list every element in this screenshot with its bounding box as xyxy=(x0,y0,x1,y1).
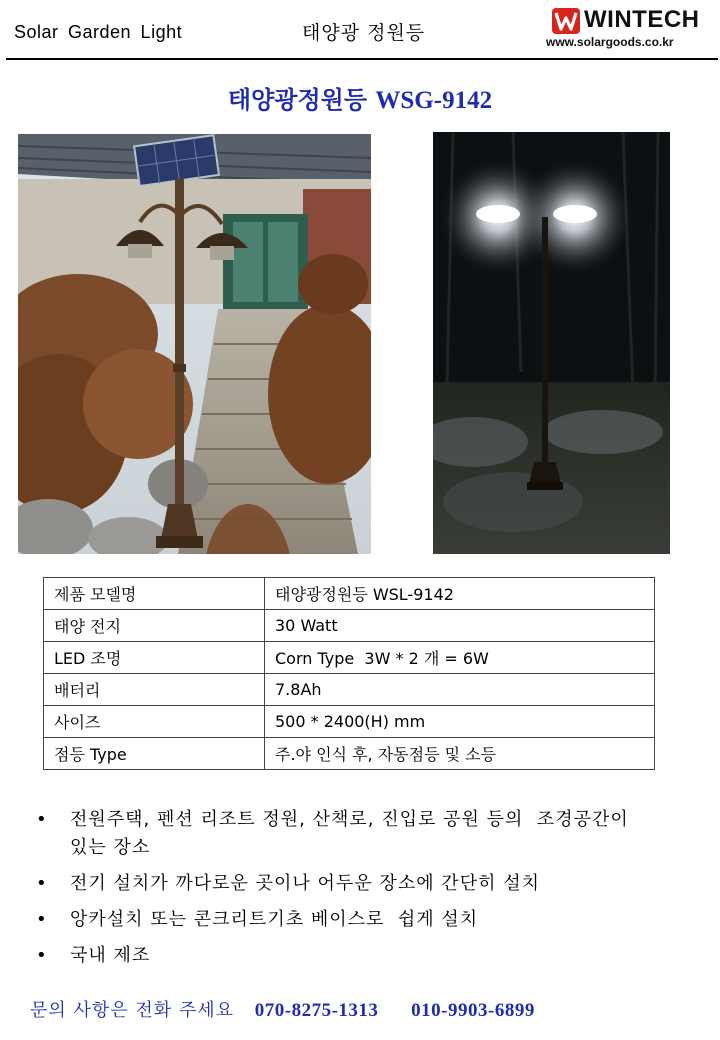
list-item-text: 국내 제조 xyxy=(70,945,151,966)
list-item-text: 전기 설치가 까다로운 곳이나 어두운 장소에 간단히 설치 xyxy=(70,873,540,894)
phone-number-office[interactable]: 070-8275-1313 xyxy=(254,1000,379,1021)
wintech-logo xyxy=(546,6,712,52)
header-product-name-korean: 태양광 정원등 xyxy=(302,22,426,44)
list-item xyxy=(0,870,720,898)
spec-key: 배터리 xyxy=(44,674,265,706)
spec-value: 7.8Ah xyxy=(265,674,655,706)
nighttime-product-photo xyxy=(433,132,670,554)
header-divider xyxy=(6,58,718,60)
spec-key: 제품 모델명 xyxy=(44,578,265,610)
spec-value: 30 Watt xyxy=(265,610,655,642)
feature-list xyxy=(0,806,720,978)
page-header xyxy=(0,0,720,62)
list-item xyxy=(0,906,720,934)
list-item-text: 앙카설치 또는 콘크리트기초 베이스로 쉽게 설치 xyxy=(70,909,479,930)
list-item xyxy=(0,806,720,862)
spec-key: LED 조명 xyxy=(44,642,265,674)
bullet-icon: • xyxy=(36,909,48,930)
contact-label: 문의 사항은 전화 주세요 xyxy=(30,1000,235,1021)
spec-key: 사이즈 xyxy=(44,706,265,738)
list-item-text-continued: 있는 장소 xyxy=(70,837,151,858)
table-row xyxy=(44,738,655,770)
spec-key: 점등 Type xyxy=(44,738,265,770)
title-model-number: WSG-9142 xyxy=(375,87,493,114)
contact-line xyxy=(30,996,535,1022)
table-row xyxy=(44,706,655,738)
bullet-icon: • xyxy=(36,945,48,966)
spec-key: 태양 전지 xyxy=(44,610,265,642)
spec-table xyxy=(43,577,655,770)
spec-value: 태양광정원등 WSL-9142 xyxy=(265,578,655,610)
table-row xyxy=(44,578,655,610)
table-row xyxy=(44,642,655,674)
bullet-icon: • xyxy=(36,873,48,894)
daytime-product-photo xyxy=(18,134,371,554)
page-title xyxy=(0,80,720,115)
wintech-logo-icon xyxy=(552,8,580,34)
list-item-text: 전원주택, 펜션 리조트 정원, 산책로, 진입로 공원 등의 조경공간이 xyxy=(70,809,629,830)
bullet-icon: • xyxy=(36,809,48,830)
logo-wordmark: WINTECH xyxy=(584,6,700,33)
website-url[interactable]: www.solargoods.co.kr xyxy=(546,35,674,49)
table-row xyxy=(44,674,655,706)
title-korean: 태양광정원등 xyxy=(227,86,368,114)
list-item xyxy=(0,942,720,970)
phone-number-mobile[interactable]: 010-9903-6899 xyxy=(411,1000,535,1021)
table-row xyxy=(44,610,655,642)
spec-value: Corn Type 3W * 2 개 = 6W xyxy=(265,642,655,674)
spec-value: 500 * 2400(H) mm xyxy=(265,706,655,738)
header-product-name: Solar Garden Light xyxy=(14,22,183,42)
spec-value: 주.야 인식 후, 자동점등 및 소등 xyxy=(265,738,655,770)
